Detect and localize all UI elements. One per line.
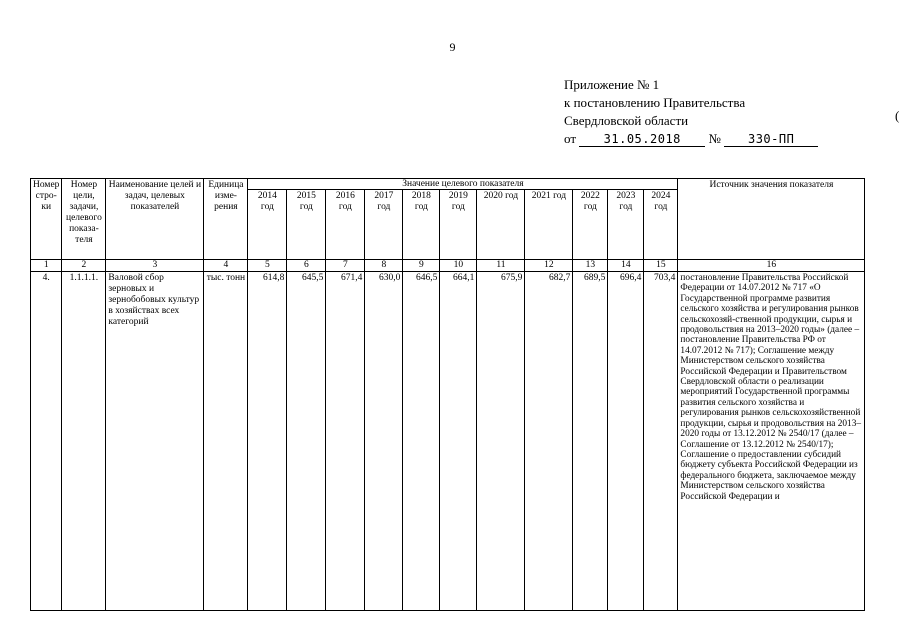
header-year: 2017 год <box>365 190 403 260</box>
column-number: 14 <box>608 260 644 272</box>
column-number: 11 <box>477 260 525 272</box>
column-number: 7 <box>326 260 365 272</box>
header-year: 2021 год <box>525 190 573 260</box>
cell-value-2020: 675,9 <box>477 272 525 611</box>
column-number: 16 <box>678 260 865 272</box>
column-number: 15 <box>644 260 678 272</box>
cell-value-2014: 614,8 <box>248 272 287 611</box>
appendix-region: Свердловской области <box>564 113 689 128</box>
header-year: 2016 год <box>326 190 365 260</box>
resolution-number: 330-ПП <box>724 132 818 147</box>
header-year: 2024 год <box>644 190 678 260</box>
cell-row-number: 4. <box>31 272 62 611</box>
header-year: 2018 год <box>403 190 440 260</box>
header-value-group: Значение целевого показателя <box>248 179 678 190</box>
column-number: 6 <box>287 260 326 272</box>
appendix-resolution: к постановлению Правительства <box>564 95 746 110</box>
cell-value-2015: 645,5 <box>287 272 326 611</box>
cell-value-2017: 630,0 <box>365 272 403 611</box>
header-year: 2015 год <box>287 190 326 260</box>
header-year: 2019 год <box>440 190 477 260</box>
column-number: 3 <box>106 260 204 272</box>
column-number: 10 <box>440 260 477 272</box>
cell-value-2016: 671,4 <box>326 272 365 611</box>
header-year: 2020 год <box>477 190 525 260</box>
column-number: 13 <box>573 260 608 272</box>
column-number: 1 <box>31 260 62 272</box>
header-year: 2014 год <box>248 190 287 260</box>
appendix-date-line <box>564 130 818 148</box>
cell-value-2024: 703,4 <box>644 272 678 611</box>
number-prefix: № <box>708 131 721 146</box>
cell-unit: тыс. тонн <box>204 272 248 611</box>
appendix-block <box>564 76 818 148</box>
header-name: Наименование целей и задач, целевых показателей <box>106 179 204 260</box>
date-prefix: от <box>564 131 577 146</box>
column-number: 4 <box>204 260 248 272</box>
header-unit: Единица изме-рения <box>204 179 248 260</box>
cell-value-2021: 682,7 <box>525 272 573 611</box>
page-number: 9 <box>449 40 456 54</box>
cell-value-2023: 696,4 <box>608 272 644 611</box>
resolution-date: 31.05.2018 <box>579 132 705 147</box>
cell-value-2019: 664,1 <box>440 272 477 611</box>
column-number: 9 <box>403 260 440 272</box>
column-number: 12 <box>525 260 573 272</box>
cell-indicator-name: Валовой сбор зерновых и зернобобовых культур в хозяйствах всех категорий <box>106 272 204 611</box>
cell-source: постановление Правительства Российской Федерации от 14.07.2012 № 717 «О Государственной программе развития сельского хозяйства и регулирования рынков сельскохозяй-ственной продукции, сырья и продовольствия на 2013–2020 годы» (далее – постановление Правительства РФ от 14.07.2012 № 717); Соглашение между Министерством сельского хозяйства Российской Федерации и Правительством Свердловской области о реализации мероприятий Государственной программы развития сельского хозяйства и регулирования рынков сельскохозяйственной продукции, сырья и продовольствия на 2013–2020 годы от 13.12.2012 № 2540/17 (далее – Соглашение от 13.12.2012 № 2540/17); Соглашение о предоставлении субсидий бюджету субъекта Российской Федерации из федерального бюджета, заключаемое между Министерством сельского хозяйства Российской Федерации и <box>678 272 865 611</box>
column-number: 5 <box>248 260 287 272</box>
cell-value-2022: 689,5 <box>573 272 608 611</box>
header-source: Источник значения показателя <box>678 179 865 260</box>
column-number: 2 <box>62 260 106 272</box>
header-goal-number: Номер цели, задачи, целевого показа-теля <box>62 179 106 260</box>
table-row <box>31 272 865 611</box>
cell-value-2018: 646,5 <box>403 272 440 611</box>
target-indicators-table <box>30 178 865 611</box>
header-year: 2022 год <box>573 190 608 260</box>
header-year: 2023 год <box>608 190 644 260</box>
header-row-number: Номер стро-ки <box>31 179 62 260</box>
column-number: 8 <box>365 260 403 272</box>
appendix-title: Приложение № 1 <box>564 77 660 92</box>
margin-mark: ( <box>895 108 900 123</box>
cell-goal-number: 1.1.1.1. <box>62 272 106 611</box>
